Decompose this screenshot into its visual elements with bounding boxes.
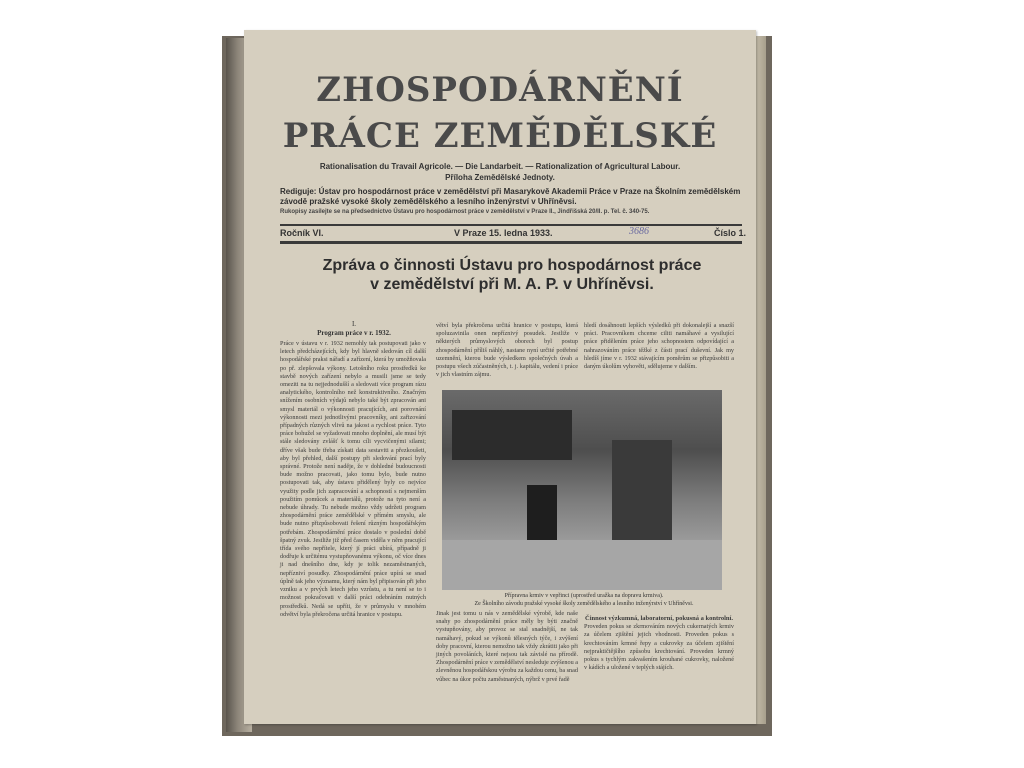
article-column-2-bottom: Jinak jest tomu u nás v zemědělské výrobě, kde naše snahy po zhospodárnění práce měly by býti značně vystupňovány, aby provoz se stal snadnější, ne tak namáhavý, pokud se výkonů tělesných týče, i zvýšení doby pracovní, kterou nemožno tak vždy zkrátiti jako při jiných povoláních, které nejsou tak závislé na přírodě. Zhospodárnění práce v zemědělství nesleduje zvýšenou a zlevněnou hospodářskou výrobu za každou cenu, ba snad vůbec na úkor počtu zaměstnaných, nýbrž v prvé řadě [436,610,578,683]
article-column-3-bottom [584,615,734,672]
subtitle-line-1: Rationalisation du Travail Agricole. — Die Landarbeit. — Rationalization of Agricultural Labour. [319,162,681,171]
editor-notice: Rediguje: Ústav pro hospodárnost práce v zemědělství při Masarykově Akademii Práce v Praze na Školním zemědělském závodě pražské vysoké školy zemědělského a lesního inženýrství v Uhříněvsi. [280,187,741,206]
section-title: Program práce v r. 1932. [317,329,391,337]
article-headline-1: Zpráva o činnosti Ústavu pro hospodárnost práce [322,257,702,274]
rule-bottom [280,241,742,244]
issue-number: Číslo 1. [714,228,747,238]
section-number: I. [351,320,357,328]
caption-line-1: Přípravna krmiv v vepřinci (uprostřed uražka na dopravu krmiva). [504,593,664,599]
newspaper-page [244,30,756,724]
feed-preparation-photo [442,390,722,590]
masthead-line-1: ZHOSPODÁRNĚNÍ [316,70,684,110]
volume-label: Ročník VI. [280,228,324,238]
handwritten-number: 3686 [629,226,649,237]
issue-date: V Praze 15. ledna 1933. [454,228,553,238]
article-column-2-top: větví byla překročena určitá hranice v postupu, která spoluzavinila onen nepříznivý posudek. Jestliže v některých průmyslových oborech byl postup zhospodárnění příliš náhlý, nastane nyní určité potřebné uzemnění, kterou bude výsledkem společných úvah a postupu všech zúčastněných, t. j. kapitálu, vedení i práce v jich vlastním zájmu. [436,322,578,379]
photo-caption [434,592,734,608]
article-column-1: Práce v ústavu v r. 1932 nemohly tak postupovati jako v letech předcházejících, kdy byl hlavně sledován cíl další hospodářské praksi nářadí a zařízení, která by umožňovala po př. zlepšovala výkony. Letošního roku prostředků ke stavbě nových zařízení nebylo a musili jsme se tedy omeziti na tu nejjednodušší a sledovati více program rázu analytického, kontrolního než konstruktivního. Značným snížením osobních výdajů nebylo také být zpracován ani smysl materiál o výkonnosti pracujících, ani porovnání výkonnosti mezi jednotlivými pracovníky, ani zařizování případných různých vlivů na jakost a rychlost práce. Tyto práce bohužel se vyžadovati mnoho doplnění, ale musí být stále sledovány zvlášť k tomu cíli vycvičenými silami; dříve však bude třeba získati data sestaviti a přezkoušeti, aby byl přehled, další postupy při sledování prací byly správné. Protože není naděje, že v dohledné budoucnosti bude možno pracovati, jako tomu bylo, bude nutno postupovati tak, aby ústavu přidělený byly co nejvíce využity podle jich zapracování a schopností s nejmenším použitím pomůcek a materiálů, protože na tyto není a nebude úhrady. Tu nebude možno vždy udržeti program zhospodárnění práce zemědělské v přímém smyslu, ale bude nutno přizpůsobovati řešení různým hospodářským potřebám. Zhospodárnění práce dostalo v poslední době špatný zvuk. Jestliže již před časem viděla v něm pracující třída svého nepřítele, který jí práci ubírá, případně ji dodřuje k určitému vystupňovanému výkonu, oč více dnes ji nad dnešního dne, kdy je tolik nezaměstnaných, nepřízniví posudky. Zhospodárnění práce upírá se snad úplně tak jeho významu, který nám byl připisován při jeho vzniku a v prvých letech jeho vzrůstu, a tu není se to i možnost pokračovati v další práci odebráním nutných prostředků. Nedá se upříti, že v průmyslu v mnohém odvětví byla překročena určitá hranice v postupu. [280,340,426,618]
masthead-line-2: PRÁCE ZEMĚDĚLSKÉ [282,116,718,156]
research-text: Proveden pokus se zkrmováním nových cukernatých krmiv za účelem zjištění jejich vhodnosti. Proveden pokus s krechtováním krmné řepy a cukrovky za účelem zjištění nejpraktičtějšího způsobu krechtování. Proveden krmný pokus s tychlým zakvašením krouhané cukrovky, naložené v kádích a uložené v teplých stájích. [584,623,734,672]
caption-line-2: Ze Školního závodu pražské vysoké školy zemědělského a lesního inženýrství v Uhříněvsi. [474,601,694,607]
rule-top [280,224,742,226]
article-column-3-top: hledí dosáhnouti lepších výsledků při dokonalejší a snazší práci. Pracovníkem chceme ciliti namáhavé a vysilující práce přidělením práce jeho schopnostem odpovídající a nahrazováním práce těžké z části prací duševní. Jak my hledíš jíme v r. 1932 stávajícím poměrům se přizpůsobiti a daným úkolům vyhověti, sdělujeme v dalším. [584,322,734,371]
article-headline-2: v zemědělství při M. A. P. v Uhříněvsi. [370,276,654,293]
address-line: Rukopisy zasílejte se na předsednictvo Ústavu pro hospodárnost práce v zemědělství v Praze II., Jindřišská 20/II. p. Tel. č. 340-75. [280,209,650,215]
subtitle-line-2: Příloha Zemědělské Jednoty. [445,173,555,182]
section-heading-research: Činnost výzkumná, laboratorní, pokusná a kontrolní. [585,615,733,622]
